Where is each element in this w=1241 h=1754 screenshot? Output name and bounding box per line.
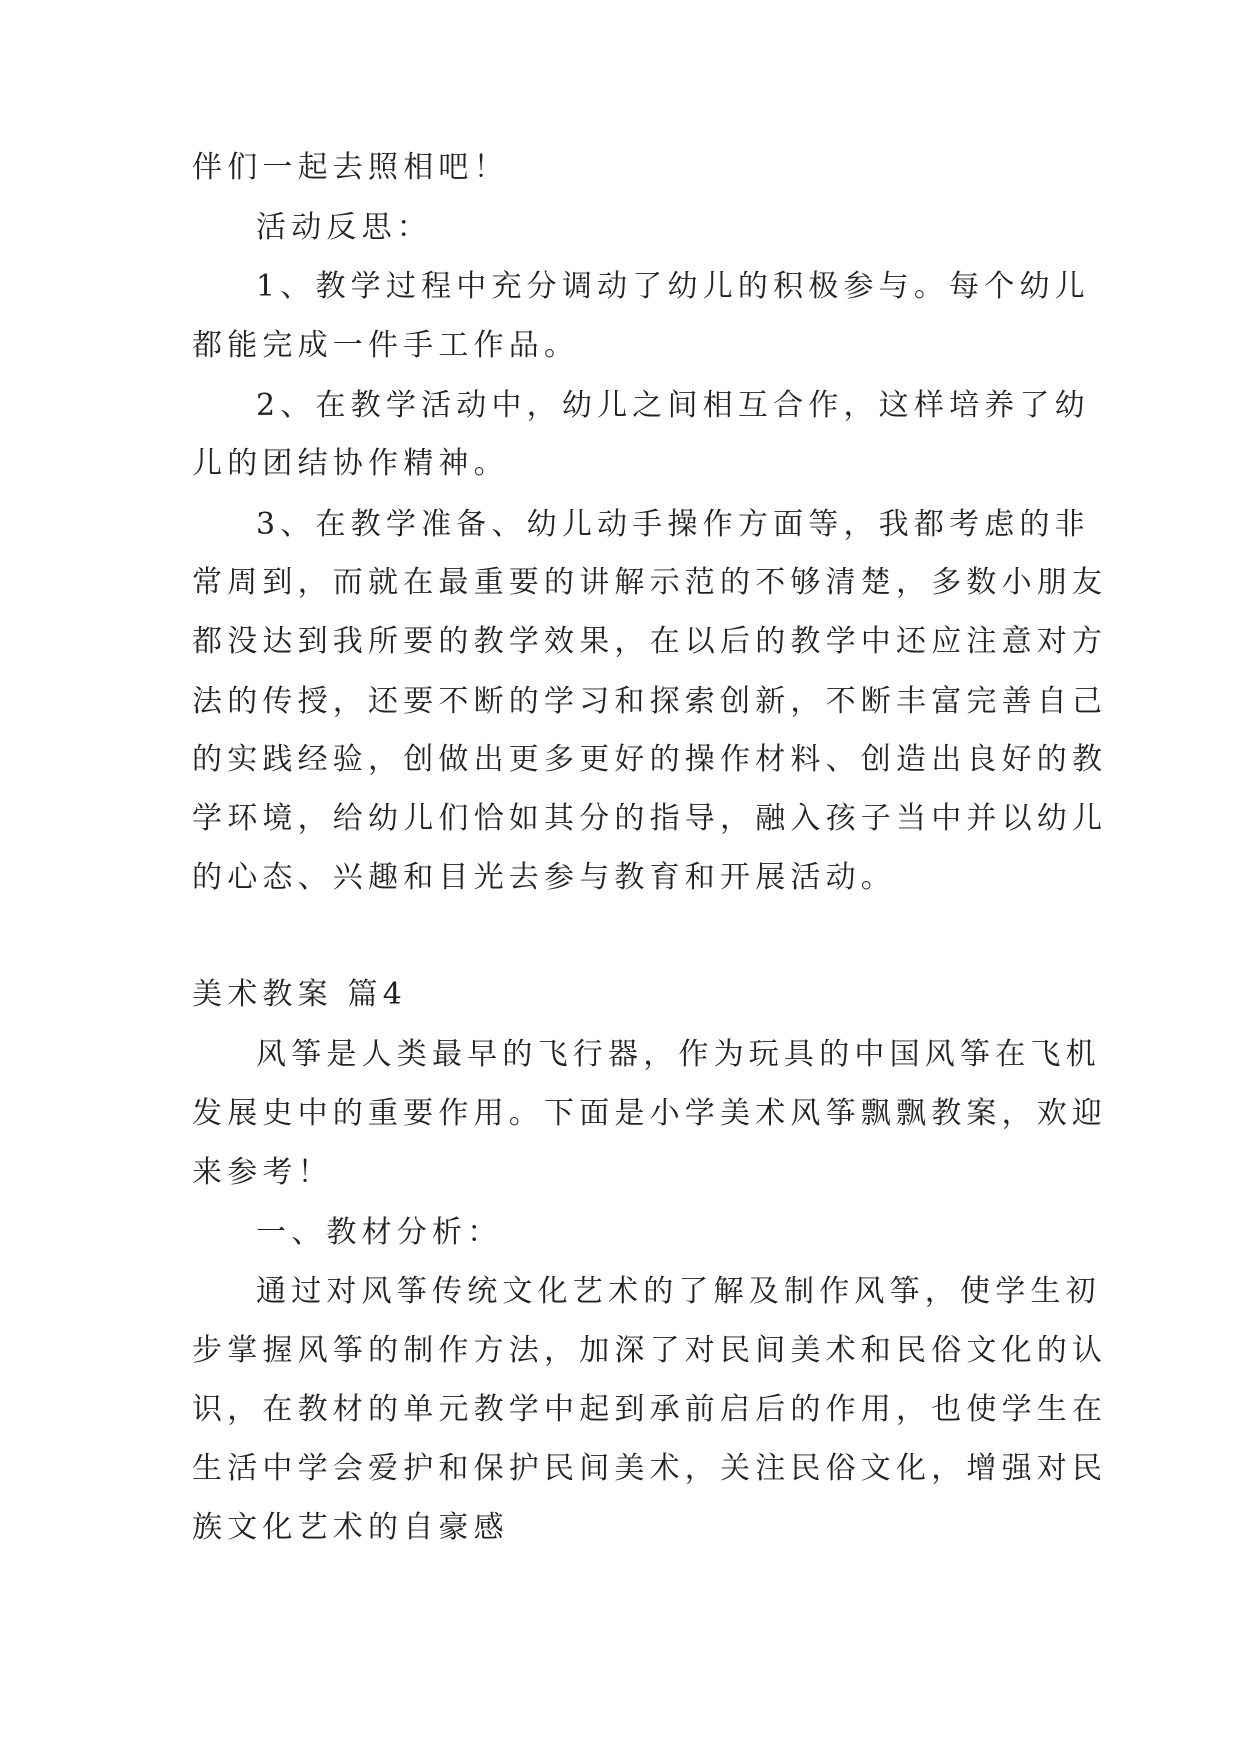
paragraph-line: 3、在教学准备、幼儿动手操作方面等，我都考虑的非: [256, 507, 1090, 542]
paragraph-line: 发展史中的重要作用。下面是小学美术风筝飘飘教案，欢迎: [192, 1096, 1108, 1131]
paragraph-line: 风筝是人类最早的飞行器，作为玩具的中国风筝在飞机: [256, 1037, 1101, 1072]
paragraph-line: 通过对风筝传统文化艺术的了解及制作风筝，使学生初: [256, 1274, 1101, 1309]
paragraph-line: 法的传授，还要不断的学习和探索创新，不断丰富完善自己: [192, 684, 1108, 719]
paragraph-line: 生活中学会爱护和保护民间美术，关注民俗文化，增强对民: [192, 1451, 1108, 1486]
paragraph-line: 都没达到我所要的教学效果，在以后的教学中还应注意对方: [192, 624, 1108, 659]
paragraph-line: 的实践经验，创做出更多更好的操作材料、创造出良好的教: [192, 742, 1108, 777]
paragraph-line: 活动反思：: [256, 210, 432, 245]
paragraph-line: 都能完成一件手工作品。: [192, 328, 580, 363]
paragraph-line: 来参考！: [192, 1155, 333, 1190]
paragraph-line: 1、教学过程中充分调动了幼儿的积极参与。每个幼儿: [256, 269, 1090, 304]
paragraph-line: 一、教材分析：: [256, 1215, 503, 1250]
paragraph-line: 族文化艺术的自豪感: [192, 1510, 509, 1545]
paragraph-line: 儿的团结协作精神。: [192, 446, 509, 481]
section-heading: 美术教案 篇4: [192, 977, 408, 1012]
paragraph-line: 常周到，而就在最重要的讲解示范的不够清楚，多数小朋友: [192, 565, 1108, 600]
paragraph-line: 学环境，给幼儿们恰如其分的指导，融入孩子当中并以幼儿: [192, 801, 1108, 836]
paragraph-line: 伴们一起去照相吧！: [192, 150, 509, 185]
paragraph-line: 2、在教学活动中，幼儿之间相互合作，这样培养了幼: [256, 388, 1090, 423]
paragraph-line: 步掌握风筝的制作方法，加深了对民间美术和民俗文化的认: [192, 1333, 1108, 1368]
paragraph-line: 的心态、兴趣和目光去参与教育和开展活动。: [192, 860, 896, 895]
paragraph-line: 识，在教材的单元教学中起到承前启后的作用，也使学生在: [192, 1392, 1108, 1427]
